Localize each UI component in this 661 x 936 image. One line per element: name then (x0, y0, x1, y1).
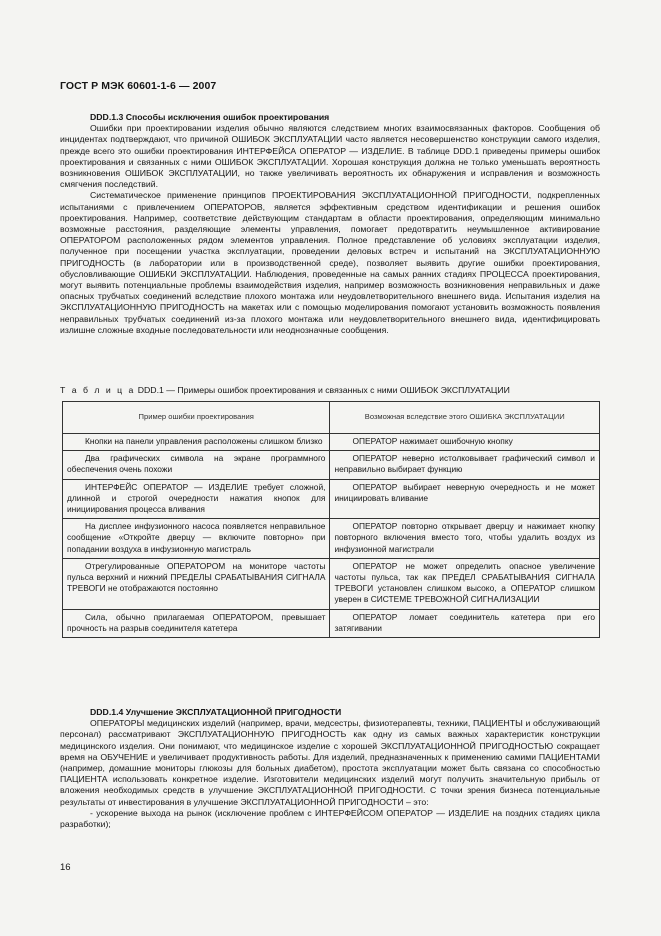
table-cell: ОПЕРАТОР повторно открывает дверцу и нажимает кнопку повторного включения вместо того, чтобы удалить воздух из инфузионной магистрали (330, 519, 600, 559)
table-cell: ОПЕРАТОР неверно истолковывает графический символ и неправильно выбирает функцию (330, 451, 600, 479)
table-cell: ОПЕРАТОР выбирает неверную очередность и не может инициировать вливание (330, 479, 600, 519)
table-row (63, 451, 600, 479)
table-cell: Два графических символа на экране программного обеспечения очень похожи (63, 451, 330, 479)
section-title: DDD.1.3 Способы исключения ошибок проектирования (90, 112, 330, 122)
table-ddd-1 (62, 401, 600, 638)
table-row (63, 479, 600, 519)
section-ddd-1-3 (60, 112, 600, 336)
table-cell: Кнопки на панели управления расположены слишком близко (63, 434, 330, 451)
column-header: Возможная вследствие этого ОШИБКА ЭКСПЛУАТАЦИИ (330, 402, 600, 434)
table-caption-label: Т а б л и ц а (60, 385, 136, 395)
table-row (63, 434, 600, 451)
page-number: 16 (60, 862, 71, 873)
table-row (63, 558, 600, 609)
document-header: ГОСТ Р МЭК 60601-1-6 — 2007 (60, 80, 217, 92)
table-cell: Отрегулированные ОПЕРАТОРОМ на мониторе частоты пульса верхний и нижний ПРЕДЕЛЫ СРАБАТЫВАНИЯ СИГНАЛА ТРЕВОГИ не отображаются постоянно (63, 558, 330, 609)
section-title: DDD.1.4 Улучшение ЭКСПЛУАТАЦИОННОЙ ПРИГОДНОСТИ (90, 707, 342, 717)
section-ddd-1-4 (60, 707, 600, 830)
table-row (63, 609, 600, 637)
table-header-row (63, 402, 600, 434)
table-cell: ОПЕРАТОР ломает соединитель катетера при его затягивании (330, 609, 600, 637)
paragraph: Ошибки при проектировании изделия обычно являются следствием многих взаимосвязанных факторов. Сообщения об инцидентах подтверждают, что причиной ОШИБОК ЭКСПЛУАТАЦИИ часто является несовершенство конструкции самого изделия, прежде всего это ошибки проектирования ИНТЕРФЕЙСА ОПЕРАТОР — ИЗДЕЛИЕ. В таблице DDD.1 приведены примеры ошибок проектирования и связанных с ними ОШИБОК ЭКСПЛУАТАЦИИ. Хорошая конструкция должна не только уменьшать вероятность возникновения ОШИБОК ЭКСПЛУАТАЦИИ, но также увеличивать вероятность их обнаружения и исправления и возможность смягчения последствий. (60, 123, 600, 190)
paragraph: - ускорение выхода на рынок (исключение проблем с ИНТЕРФЕЙСОМ ОПЕРАТОР — ИЗДЕЛИЕ на поздних стадиях цикла разработки); (60, 807, 600, 830)
table-caption-text: DDD.1 — Примеры ошибок проектирования и связанных с ними ОШИБОК ЭКСПЛУАТАЦИИ (137, 385, 510, 395)
column-header: Пример ошибки проектирования (63, 402, 330, 434)
table-cell: ОПЕРАТОР не может определить опасное увеличение частоты пульса, так как ПРЕДЕЛ СРАБАТЫВАНИЯ СИГНАЛА ТРЕВОГИ установлен слишком высоко, а ОПЕРАТОР слишком уверен в СИСТЕМЕ ТРЕВОЖНОЙ СИГНАЛИЗАЦИИ (330, 558, 600, 609)
table-cell: ОПЕРАТОР нажимает ошибочную кнопку (330, 434, 600, 451)
table-cell: ИНТЕРФЕЙС ОПЕРАТОР — ИЗДЕЛИЕ требует сложной, длинной и строгой очередности нажатия кнопок для инициирования процесса вливания (63, 479, 330, 519)
table-row (63, 519, 600, 559)
table-cell: Сила, обычно прилагаемая ОПЕРАТОРОМ, превышает прочность на разрыв соединителя катетера (63, 609, 330, 637)
paragraph: Систематическое применение принципов ПРОЕКТИРОВАНИЯ ЭКСПЛУАТАЦИОННОЙ ПРИГОДНОСТИ, подкрепленных испытаниями с привлечением ОПЕРАТОРОВ, является эффективным средством идентификации и решения ошибок проектирования. Например, соответствие действующим стандартам в области проектирования, определяющим минимально возможные расстояния, разделяющие элементы управления, помогает предотвратить неумышленное активирование ОПЕРАТОРОМ расположенных рядом элементов управления. Полное представление об условиях эксплуатации изделия, полученное при посещении участка эксплуатации, проведении деловых встреч и испытаний на ЭКСПЛУАТАЦИОННУЮ ПРИГОДНОСТЬ (в лаборатории или в производственной среде), позволяет выявить другие ошибки проектирования, обусловливающие ОШИБКИ ЭКСПЛУАТАЦИИ. Наблюдения, проведенные на самых ранних стадиях ПРОЦЕССА проектирования, могут выявить потенциальные проблемы взаимодействия изделия, например возможность возникновения неправильных и даже опасных трубчатых соединений вследствие плохого монтажа или неудовлетворительного внешнего вида. Испытания изделия на ЭКСПЛУАТАЦИОННУЮ ПРИГОДНОСТЬ на макетах или с помощью моделирования помогают установить возможность появления неправильных трубчатых соединений из-за плохого монтажа или неудовлетворительного внешнего вида, идентифицировать излишне сложные входные последовательности или неоднозначные сообщения. (60, 190, 600, 335)
table-cell: На дисплее инфузионного насоса появляется неправильное сообщение «Откройте дверцу — включите повторно» при попадании воздуха в инфузионную магистраль (63, 519, 330, 559)
table-caption (60, 385, 510, 395)
paragraph: ОПЕРАТОРЫ медицинских изделий (например, врачи, медсестры, физиотерапевты, техники, ПАЦИЕНТЫ и обслуживающий персонал) рассматривают ЭКСПЛУАТАЦИОННУЮ ПРИГОДНОСТЬ как одну из самых важных характеристик конструкции медицинского изделия. Они понимают, что медицинское изделие с хорошей ЭКСПЛУАТАЦИОННОЙ ПРИГОДНОСТЬЮ сокращает время на ОБУЧЕНИЕ и увеличивает продуктивность работы. Для изделий, предназначенных к применению самими ПАЦИЕНТАМИ (например, домашние мониторы глюкозы для больных диабетом), простота эксплуатации может быть связана со способностью ПАЦИЕНТА использовать конкретное изделие. Изготовители медицинских изделий могут получить значительную прибыль от вложения необходимых средств в улучшение ЭКСПЛУАТАЦИОННОЙ ПРИГОДНОСТИ. С точки зрения бизнеса потенциальные результаты от инвестирования в улучшение ЭКСПЛУАТАЦИОННОЙ ПРИГОДНОСТИ – это: (60, 718, 600, 807)
